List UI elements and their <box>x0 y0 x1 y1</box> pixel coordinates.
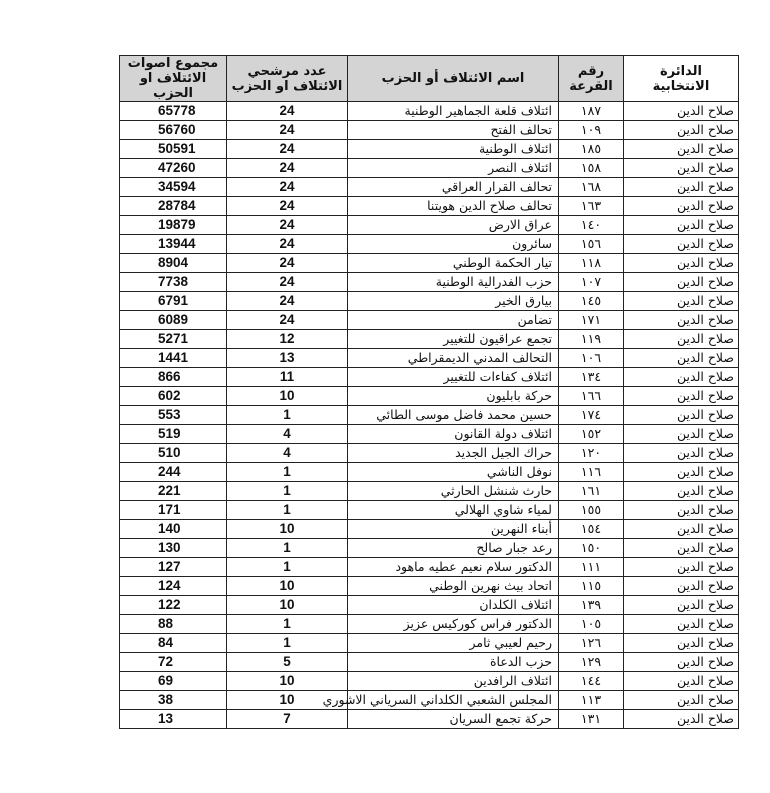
district-cell: صلاح الدين <box>624 558 739 577</box>
total-votes-cell: 65778 <box>120 102 227 121</box>
ballot-number-cell: ١٣١ <box>559 710 624 729</box>
district-cell: صلاح الدين <box>624 672 739 691</box>
party-name-cell: أبناء النهرين <box>348 520 559 539</box>
header-district-line2: الانتخابية <box>652 78 710 94</box>
total-votes-cell: 130 <box>120 539 227 558</box>
table-body <box>120 102 739 729</box>
table-row <box>120 501 739 520</box>
candidate-count-cell: 24 <box>227 216 348 235</box>
total-votes-cell: 34594 <box>120 178 227 197</box>
district-cell: صلاح الدين <box>624 254 739 273</box>
candidate-count-cell: 1 <box>227 558 348 577</box>
party-name-cell: ائتلاف كفاءات للتغيير <box>348 368 559 387</box>
election-results-table <box>119 55 739 729</box>
candidate-count-cell: 4 <box>227 444 348 463</box>
table-row <box>120 577 739 596</box>
table-row <box>120 615 739 634</box>
ballot-number-cell: ١٢٠ <box>559 444 624 463</box>
district-cell: صلاح الدين <box>624 140 739 159</box>
party-name-cell: حسين محمد فاضل موسى الطائي <box>348 406 559 425</box>
total-votes-cell: 72 <box>120 653 227 672</box>
district-cell: صلاح الدين <box>624 216 739 235</box>
candidate-count-cell: 24 <box>227 292 348 311</box>
ballot-number-cell: ١٦٦ <box>559 387 624 406</box>
table-row <box>120 102 739 121</box>
district-cell: صلاح الدين <box>624 273 739 292</box>
candidate-count-cell: 11 <box>227 368 348 387</box>
table-row <box>120 349 739 368</box>
district-cell: صلاح الدين <box>624 425 739 444</box>
total-votes-cell: 88 <box>120 615 227 634</box>
total-votes-cell: 7738 <box>120 273 227 292</box>
party-name-cell: نوفل الناشي <box>348 463 559 482</box>
total-votes-cell: 13944 <box>120 235 227 254</box>
candidate-count-cell: 10 <box>227 672 348 691</box>
district-cell: صلاح الدين <box>624 197 739 216</box>
table-row <box>120 330 739 349</box>
party-name-cell: ائتلاف دولة القانون <box>348 425 559 444</box>
candidate-count-cell: 1 <box>227 406 348 425</box>
ballot-number-cell: ١٢٩ <box>559 653 624 672</box>
table-row <box>120 691 739 710</box>
district-cell: صلاح الدين <box>624 235 739 254</box>
district-cell: صلاح الدين <box>624 539 739 558</box>
candidate-count-cell: 1 <box>227 463 348 482</box>
ballot-number-cell: ١٢٦ <box>559 634 624 653</box>
ballot-number-cell: ١٨٥ <box>559 140 624 159</box>
party-name-cell: حارث شنشل الحارثي <box>348 482 559 501</box>
table-row <box>120 463 739 482</box>
district-cell: صلاح الدين <box>624 482 739 501</box>
candidate-count-cell: 24 <box>227 235 348 254</box>
table-row <box>120 406 739 425</box>
ballot-number-cell: ١١٦ <box>559 463 624 482</box>
candidate-count-cell: 1 <box>227 482 348 501</box>
party-name-cell: بيارق الخير <box>348 292 559 311</box>
ballot-number-cell: ١٦٨ <box>559 178 624 197</box>
total-votes-cell: 38 <box>120 691 227 710</box>
district-cell: صلاح الدين <box>624 501 739 520</box>
table-row <box>120 273 739 292</box>
total-votes-cell: 28784 <box>120 197 227 216</box>
header-ballot-number-text: رقم القرعة <box>569 63 613 94</box>
total-votes-cell: 122 <box>120 596 227 615</box>
table-header-row <box>120 56 739 102</box>
party-name-cell: ائتلاف الرافدين <box>348 672 559 691</box>
table-row <box>120 292 739 311</box>
table-row <box>120 634 739 653</box>
candidate-count-cell: 1 <box>227 501 348 520</box>
ballot-number-cell: ١١٨ <box>559 254 624 273</box>
district-cell: صلاح الدين <box>624 634 739 653</box>
party-name-cell: ائتلاف النصر <box>348 159 559 178</box>
party-name-cell: رحيم لعيبي ثامر <box>348 634 559 653</box>
total-votes-cell: 221 <box>120 482 227 501</box>
party-name-cell: حركة تجمع السريان <box>348 710 559 729</box>
district-cell: صلاح الدين <box>624 444 739 463</box>
table-row <box>120 539 739 558</box>
candidate-count-cell: 10 <box>227 691 348 710</box>
ballot-number-cell: ١٨٧ <box>559 102 624 121</box>
party-name-cell: ائتلاف قلعة الجماهير الوطنية <box>348 102 559 121</box>
total-votes-cell: 6089 <box>120 311 227 330</box>
candidate-count-cell: 10 <box>227 387 348 406</box>
table-row <box>120 596 739 615</box>
ballot-number-cell: ١١١ <box>559 558 624 577</box>
ballot-number-cell: ١٣٤ <box>559 368 624 387</box>
header-ballot-number <box>559 56 624 102</box>
table-row <box>120 254 739 273</box>
party-name-cell: المجلس الشعبي الكلداني السرياني الاشوري <box>348 691 559 710</box>
party-name-cell: تجمع عراقيون للتغيير <box>348 330 559 349</box>
ballot-number-cell: ١١٣ <box>559 691 624 710</box>
ballot-number-cell: ١٠٧ <box>559 273 624 292</box>
party-name-cell: ائتلاف الوطنية <box>348 140 559 159</box>
candidate-count-cell: 24 <box>227 121 348 140</box>
district-cell: صلاح الدين <box>624 596 739 615</box>
district-cell: صلاح الدين <box>624 102 739 121</box>
candidate-count-cell: 24 <box>227 159 348 178</box>
table-row <box>120 425 739 444</box>
total-votes-cell: 140 <box>120 520 227 539</box>
header-party-name <box>348 56 559 102</box>
header-total-votes-line1: مجموع اصوات <box>127 56 219 71</box>
ballot-number-cell: ١٣٩ <box>559 596 624 615</box>
table-row <box>120 558 739 577</box>
candidate-count-cell: 13 <box>227 349 348 368</box>
header-district-line1: الدائرة <box>660 63 702 79</box>
candidate-count-cell: 10 <box>227 596 348 615</box>
table-row <box>120 235 739 254</box>
district-cell: صلاح الدين <box>624 330 739 349</box>
candidate-count-cell: 1 <box>227 539 348 558</box>
candidate-count-cell: 12 <box>227 330 348 349</box>
total-votes-cell: 866 <box>120 368 227 387</box>
header-district <box>624 56 739 102</box>
district-cell: صلاح الدين <box>624 311 739 330</box>
candidate-count-cell: 24 <box>227 140 348 159</box>
candidate-count-cell: 24 <box>227 273 348 292</box>
district-cell: صلاح الدين <box>624 577 739 596</box>
district-cell: صلاح الدين <box>624 463 739 482</box>
ballot-number-cell: ١٤٥ <box>559 292 624 311</box>
total-votes-cell: 124 <box>120 577 227 596</box>
district-cell: صلاح الدين <box>624 615 739 634</box>
district-cell: صلاح الدين <box>624 178 739 197</box>
district-cell: صلاح الدين <box>624 121 739 140</box>
total-votes-cell: 13 <box>120 710 227 729</box>
ballot-number-cell: ١١٥ <box>559 577 624 596</box>
candidate-count-cell: 10 <box>227 577 348 596</box>
ballot-number-cell: ١٧٤ <box>559 406 624 425</box>
ballot-number-cell: ١٥٢ <box>559 425 624 444</box>
ballot-number-cell: ١٤٤ <box>559 672 624 691</box>
ballot-number-cell: ١٠٩ <box>559 121 624 140</box>
district-cell: صلاح الدين <box>624 710 739 729</box>
district-cell: صلاح الدين <box>624 520 739 539</box>
candidate-count-cell: 10 <box>227 520 348 539</box>
total-votes-cell: 510 <box>120 444 227 463</box>
total-votes-cell: 1441 <box>120 349 227 368</box>
candidate-count-cell: 1 <box>227 634 348 653</box>
party-name-cell: حركة بابليون <box>348 387 559 406</box>
party-name-cell: حزب الفدرالية الوطنية <box>348 273 559 292</box>
table-row <box>120 140 739 159</box>
ballot-number-cell: ١٤٠ <box>559 216 624 235</box>
table-row <box>120 710 739 729</box>
ballot-number-cell: ١٦١ <box>559 482 624 501</box>
ballot-number-cell: ١٦٣ <box>559 197 624 216</box>
party-name-cell: تيار الحكمة الوطني <box>348 254 559 273</box>
candidate-count-cell: 24 <box>227 254 348 273</box>
district-cell: صلاح الدين <box>624 292 739 311</box>
candidate-count-cell: 24 <box>227 311 348 330</box>
candidate-count-cell: 4 <box>227 425 348 444</box>
party-name-cell: سائرون <box>348 235 559 254</box>
candidate-count-cell: 24 <box>227 178 348 197</box>
party-name-cell: اتحاد بيث نهرين الوطني <box>348 577 559 596</box>
table-row <box>120 672 739 691</box>
district-cell: صلاح الدين <box>624 406 739 425</box>
party-name-cell: حزب الدعاة <box>348 653 559 672</box>
table-row <box>120 159 739 178</box>
total-votes-cell: 519 <box>120 425 227 444</box>
party-name-cell: تحالف صلاح الدين هويتنا <box>348 197 559 216</box>
total-votes-cell: 244 <box>120 463 227 482</box>
candidate-count-cell: 24 <box>227 197 348 216</box>
ballot-number-cell: ١٧١ <box>559 311 624 330</box>
party-name-cell: الدكتور فراس كوركيس عزيز <box>348 615 559 634</box>
district-cell: صلاح الدين <box>624 387 739 406</box>
district-cell: صلاح الدين <box>624 368 739 387</box>
table-row <box>120 368 739 387</box>
party-name-cell: التحالف المدني الديمقراطي <box>348 349 559 368</box>
header-candidate-count <box>227 56 348 102</box>
total-votes-cell: 6791 <box>120 292 227 311</box>
table-row <box>120 653 739 672</box>
table-row <box>120 311 739 330</box>
ballot-number-cell: ١٠٥ <box>559 615 624 634</box>
table-row <box>120 520 739 539</box>
total-votes-cell: 47260 <box>120 159 227 178</box>
total-votes-cell: 56760 <box>120 121 227 140</box>
party-name-cell: تضامن <box>348 311 559 330</box>
party-name-cell: ائتلاف الكلدان <box>348 596 559 615</box>
ballot-number-cell: ١٥٠ <box>559 539 624 558</box>
header-party-name-text: اسم الائتلاف أو الحزب <box>381 71 525 86</box>
table-row <box>120 216 739 235</box>
total-votes-cell: 5271 <box>120 330 227 349</box>
ballot-number-cell: ١٥٥ <box>559 501 624 520</box>
total-votes-cell: 602 <box>120 387 227 406</box>
candidate-count-cell: 7 <box>227 710 348 729</box>
table-row <box>120 197 739 216</box>
party-name-cell: تحالف القرار العراقي <box>348 178 559 197</box>
party-name-cell: لمياء شاوي الهلالي <box>348 501 559 520</box>
table-row <box>120 444 739 463</box>
table-row <box>120 482 739 501</box>
total-votes-cell: 84 <box>120 634 227 653</box>
header-total-votes-line2: الائتلاف او الحزب <box>139 71 207 101</box>
total-votes-cell: 553 <box>120 406 227 425</box>
ballot-number-cell: ١٥٦ <box>559 235 624 254</box>
header-total-votes <box>120 56 227 102</box>
table-row <box>120 121 739 140</box>
total-votes-cell: 127 <box>120 558 227 577</box>
party-name-cell: حراك الجيل الجديد <box>348 444 559 463</box>
total-votes-cell: 50591 <box>120 140 227 159</box>
ballot-number-cell: ١٥٤ <box>559 520 624 539</box>
party-name-cell: تحالف الفتح <box>348 121 559 140</box>
total-votes-cell: 8904 <box>120 254 227 273</box>
header-candidate-count-line2: الائتلاف او الحزب <box>231 78 343 94</box>
party-name-cell: الدكتور سلام نعيم عطيه ماهود <box>348 558 559 577</box>
header-candidate-count-line1: عدد مرشحي <box>247 63 327 79</box>
ballot-number-cell: ١٠٦ <box>559 349 624 368</box>
total-votes-cell: 69 <box>120 672 227 691</box>
table-row <box>120 387 739 406</box>
district-cell: صلاح الدين <box>624 691 739 710</box>
ballot-number-cell: ١١٩ <box>559 330 624 349</box>
district-cell: صلاح الدين <box>624 159 739 178</box>
candidate-count-cell: 5 <box>227 653 348 672</box>
ballot-number-cell: ١٥٨ <box>559 159 624 178</box>
party-name-cell: عراق الارض <box>348 216 559 235</box>
district-cell: صلاح الدين <box>624 653 739 672</box>
party-name-cell: رعد جبار صالح <box>348 539 559 558</box>
total-votes-cell: 19879 <box>120 216 227 235</box>
total-votes-cell: 171 <box>120 501 227 520</box>
candidate-count-cell: 24 <box>227 102 348 121</box>
district-cell: صلاح الدين <box>624 349 739 368</box>
table-row <box>120 178 739 197</box>
candidate-count-cell: 1 <box>227 615 348 634</box>
